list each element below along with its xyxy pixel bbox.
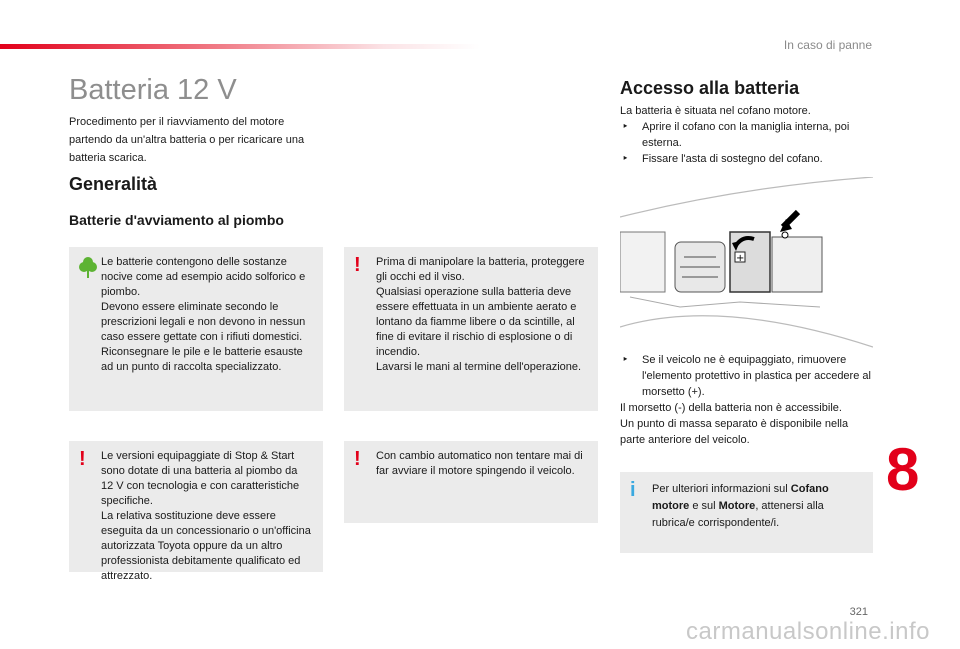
info-text-mid: e sul (689, 500, 719, 512)
info-icon: i (630, 479, 636, 501)
warning-exclamation-icon: ! (354, 448, 361, 470)
access-terminal-notes (620, 352, 875, 448)
access-bullet-2: ‣ Fissare l'asta di sostegno del cofano. (620, 151, 875, 167)
header-accent-bar (0, 44, 480, 49)
warning-box-automatic (344, 441, 598, 523)
info-bold-hood: Cofano motore (652, 483, 829, 512)
warning1-line-2: Qualsiasi operazione sulla batteria deve essere effettuata in un ambiente aerato e lontano da fiamme libere o da scintille, al fine di evitare il rischio di esplosione o di incendio. (376, 286, 577, 358)
info-text (652, 481, 861, 532)
page-number: 321 (849, 606, 868, 618)
eco-line-3: Riconsegnare le pile e le batterie esauste ad un punto di raccolta specializzato. (101, 346, 303, 373)
info-note-box (620, 472, 873, 553)
plus-terminal-label: + (736, 253, 745, 264)
eco-note-box (69, 247, 323, 411)
warning-box-safety (344, 247, 598, 411)
access-steps (620, 103, 875, 167)
heading-lead-batteries: Batterie d'avviamento al piombo (69, 212, 284, 228)
access-line-1: La batteria è situata nel cofano motore. (620, 105, 811, 117)
battery-illustration (620, 177, 873, 350)
eco-leaf-icon (79, 255, 97, 279)
warning1-line-3: Lavarsi le mani al termine dell'operazione. (376, 361, 582, 373)
warning2-line-2: La relativa sostituzione deve essere eseguita da un concessionario o un'officina autorizzata Toyota oppure da un altro professionista debitamente qualificato ed attrezzato. (101, 510, 311, 582)
heading-battery-access: Accesso alla batteria (620, 78, 800, 98)
warning-box-stop-start (69, 441, 323, 582)
warning-exclamation-icon: ! (79, 448, 86, 470)
section-label: In caso di panne (783, 38, 872, 52)
warning2-line-1: Le versioni equipaggiate di Stop & Start sono dotate di una batteria al piombo da 12 V con tecnologia e con caratteristiche specifiche. (101, 450, 300, 507)
access-bullet-1: ‣ Aprire il cofano con la maniglia interna, poi esterna. (620, 119, 875, 151)
access-line-2: Il morsetto (-) della batteria non è accessibile. (620, 402, 842, 414)
info-bold-engine: Motore (718, 500, 756, 512)
warning3-line-1: Con cambio automatico non tentare mai di far avviare il motore spingendo il veicolo. (376, 450, 583, 477)
watermark: carmanualsonline.info (686, 618, 930, 645)
info-text-after: , attenersi alla rubrica/e corrispondente/i. (652, 500, 824, 529)
heading-general: Generalità (69, 174, 158, 194)
chapter-number: 8 (886, 436, 920, 503)
access-line-3: Un punto di massa separato è disponibile nella parte anteriore del veicolo. (620, 418, 849, 446)
eco-line-1: Le batterie contengono delle sostanze nocive come ad esempio acido solforico e piombo. (101, 256, 306, 298)
warning-exclamation-icon: ! (354, 254, 361, 276)
intro-text: Procedimento per il riavviamento del motore partendo da un'altra batteria o per ricaricare una batteria scarica. (69, 116, 305, 164)
page-title: Batteria 12 V (69, 74, 237, 106)
info-text-before: Per ulteriori informazioni sul (652, 483, 791, 495)
warning1-line-1: Prima di manipolare la batteria, proteggere gli occhi ed il viso. (376, 256, 585, 283)
eco-line-2: Devono essere eliminate secondo le prescrizioni legali e non devono in nessun caso essere gettate con i rifiuti domestici. (101, 301, 306, 343)
access-bullet-3: ‣ Se il veicolo ne è equipaggiato, rimuovere l'elemento protettivo in plastica per accedere al morsetto (+). (620, 352, 875, 400)
